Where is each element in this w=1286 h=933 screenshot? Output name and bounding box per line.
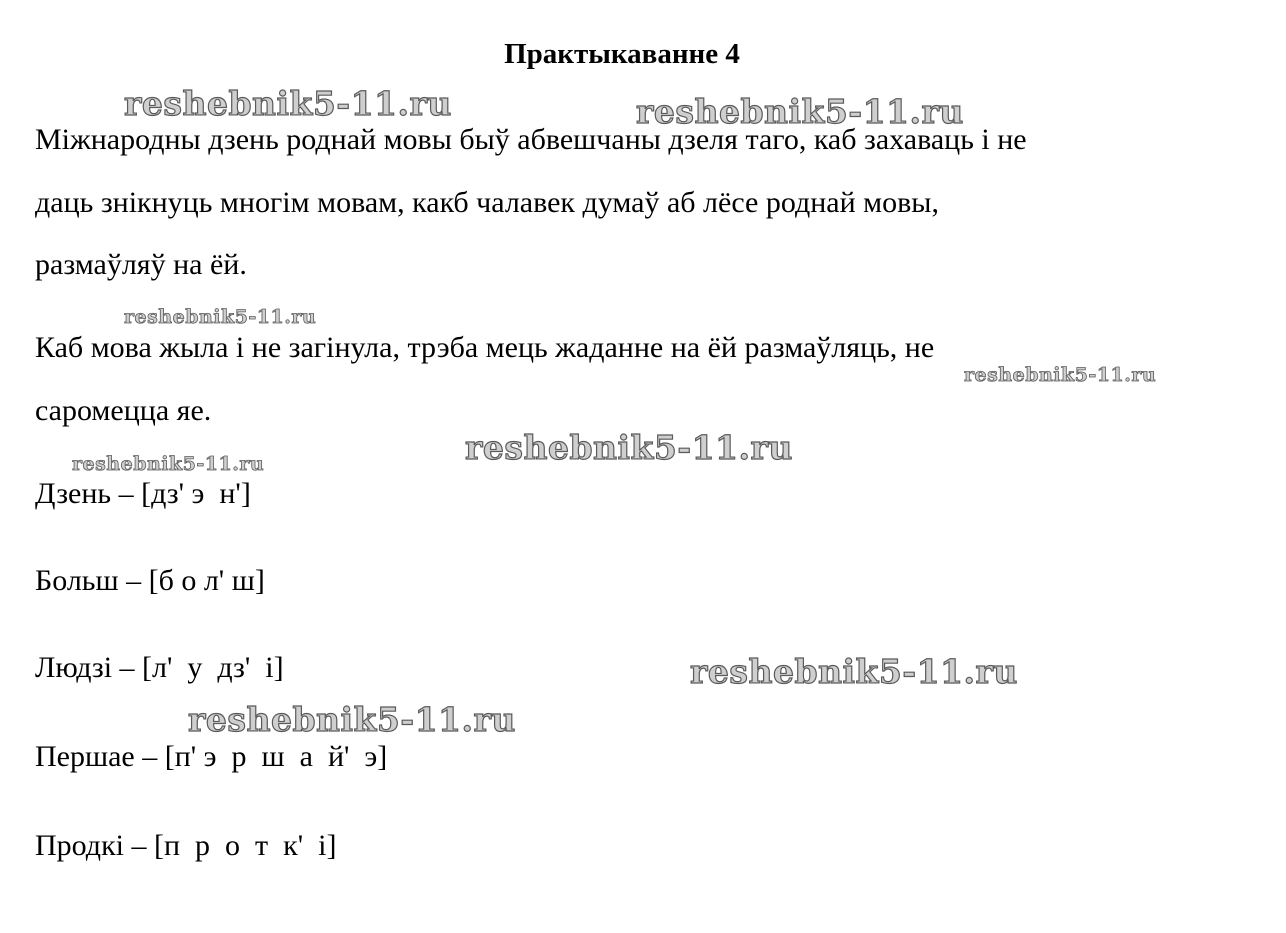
watermark: reshebnik5-11.ru bbox=[964, 364, 1157, 386]
transcription-liudzi: Людзі – [л' у дз' і] bbox=[35, 651, 284, 684]
transcription-bolsh: Больш – [б о л' ш] bbox=[35, 564, 265, 597]
paragraph-1-line-3: размаўляў на ёй. bbox=[35, 248, 247, 281]
paragraph-2-line-2: саромецца яе. bbox=[35, 394, 212, 427]
paragraph-2-line-1: Каб мова жыла і не загінула, трэба мець жаданне на ёй размаўляць, не bbox=[35, 331, 935, 364]
page-title: Практыкаванне 4 bbox=[504, 38, 740, 70]
watermark: reshebnik5-11.ru bbox=[690, 652, 1018, 691]
transcription-pershae: Першае – [п' э р ш а й' э] bbox=[35, 740, 388, 773]
watermark: reshebnik5-11.ru bbox=[636, 92, 964, 131]
watermark: reshebnik5-11.ru bbox=[124, 306, 317, 328]
watermark: reshebnik5-11.ru bbox=[124, 84, 452, 123]
watermark: reshebnik5-11.ru bbox=[72, 453, 265, 475]
paragraph-1-line-2: даць знікнуць многім мовам, какб чалавек думаў аб лёсе роднай мовы, bbox=[35, 186, 939, 219]
watermark: reshebnik5-11.ru bbox=[465, 428, 793, 467]
watermark: reshebnik5-11.ru bbox=[188, 700, 516, 739]
paragraph-1-line-1: Міжнародны дзень роднай мовы быў абвешчаны дзеля таго, каб захаваць і не bbox=[35, 123, 1027, 156]
transcription-dzen: Дзень – [дз' э н'] bbox=[35, 477, 251, 510]
transcription-prodki: Продкі – [п р о т к' і] bbox=[35, 829, 337, 862]
